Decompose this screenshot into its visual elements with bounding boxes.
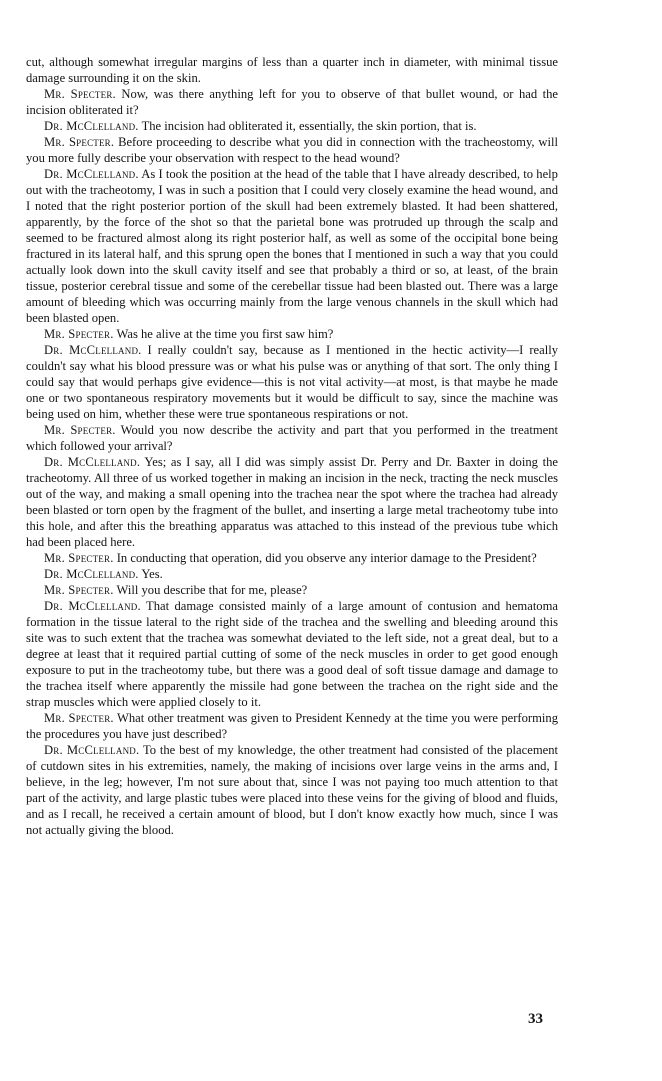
paragraph-text: Now, was there anything left for you to observe of that bullet wound, or had the incision obliterated it? xyxy=(26,87,559,117)
speaker-name: Mr. Specter. xyxy=(44,327,114,341)
testimony-paragraph xyxy=(26,710,558,742)
speaker-name: Mr. Specter. xyxy=(44,135,115,149)
speaker-name: Dr. McClelland. xyxy=(44,119,139,133)
testimony-paragraph xyxy=(26,134,558,166)
testimony-paragraph xyxy=(26,454,558,550)
speaker-name: Dr. McClelland. xyxy=(44,743,140,757)
speaker-name: Dr. McClelland. xyxy=(44,343,142,357)
paragraph-text: cut, although somewhat irregular margins of less than a quarter inch in diameter, with minimal tissue damage surrounding it on the skin. xyxy=(26,55,558,85)
paragraph-text: Will you describe that for me, please? xyxy=(116,583,308,597)
testimony-paragraph xyxy=(26,742,558,838)
paragraph-text: The incision had obliterated it, essentially, the skin portion, that is. xyxy=(141,119,477,133)
testimony-text xyxy=(26,54,558,838)
testimony-paragraph xyxy=(26,422,558,454)
paragraph-text: Was he alive at the time you first saw him? xyxy=(116,327,334,341)
speaker-name: Dr. McClelland. xyxy=(44,167,139,181)
speaker-name: Mr. Specter. xyxy=(44,551,114,565)
paragraph-text: In conducting that operation, did you observe any interior damage to the President? xyxy=(116,551,537,565)
paragraph-text: What other treatment was given to President Kennedy at the time you were performing the procedures you have just described? xyxy=(26,711,559,741)
testimony-paragraph xyxy=(26,550,558,566)
speaker-name: Dr. McClelland. xyxy=(44,567,139,581)
speaker-name: Mr. Specter. xyxy=(44,87,116,101)
paragraph-text: I really couldn't say, because as I mentioned in the hectic activity—I really couldn't say what his blood pressure was or what his pulse was or anything of that sort. The only thing I could say that would perhaps give evidence—this is not vital activity—at most, is that maybe he made one or two spontaneous respiratory movements but it would be difficult to say, since the machine was being used on him, whether these were true spontaneous respirations or not. xyxy=(26,343,558,421)
speaker-name: Dr. McClelland. xyxy=(44,599,141,613)
testimony-paragraph xyxy=(26,582,558,598)
testimony-paragraph xyxy=(26,326,558,342)
paragraph-text: Yes; as I say, all I did was simply assist Dr. Perry and Dr. Baxter in doing the tracheotomy. All three of us worked together in making an incision in the neck, tracting the neck muscles out of the way, and making a small opening into the trachea near the spot where the trachea had already been blasted or torn open by the fragment of the bullet, and inserting a large metal tracheotomy tube into this hole, and after this the breathing apparatus was attached to this instead of the previous tube which had been placed here. xyxy=(26,455,558,549)
speaker-name: Mr. Specter. xyxy=(44,583,114,597)
speaker-name: Dr. McClelland. xyxy=(44,455,141,469)
testimony-paragraph xyxy=(26,118,558,134)
testimony-paragraph xyxy=(26,86,558,118)
paragraph-text: Before proceeding to describe what you did in connection with the tracheostomy, will you more fully describe your observation with respect to the head wound? xyxy=(26,135,558,165)
testimony-paragraph xyxy=(26,54,558,86)
paragraph-text: Yes. xyxy=(141,567,163,581)
testimony-paragraph xyxy=(26,342,558,422)
testimony-paragraph xyxy=(26,166,558,326)
page-number: 33 xyxy=(528,1011,543,1027)
speaker-name: Mr. Specter. xyxy=(44,423,116,437)
paragraph-text: Would you now describe the activity and part that you performed in the treatment which followed your arrival? xyxy=(26,423,559,453)
speaker-name: Mr. Specter. xyxy=(44,711,114,725)
paragraph-text: As I took the position at the head of the table that I have already described, to help out with the tracheotomy, I was in such a position that I could very closely examine the head wound, and I noted that the right posterior portion of the skull had been extremely blasted. It had been shattered, apparently, by the force of the shot so that the parietal bone was protruded up through the scalp and seemed to be fractured almost along its right posterior half, as well as some of the occipital bone being fractured in its lateral half, and this sprung open the bones that I mentioned in such a way that you could actually look down into the skull cavity itself and see that probably a third or so, at least, of the brain tissue, posterior cerebral tissue and some of the cerebellar tissue had been blasted out. There was a large amount of bleeding which was occurring mainly from the large venous channels in the skull which had been blasted open. xyxy=(26,167,558,325)
testimony-paragraph xyxy=(26,598,558,710)
testimony-paragraph xyxy=(26,566,558,582)
paragraph-text: To the best of my knowledge, the other treatment had consisted of the placement of cutdown sites in his extremities, namely, the making of incisions over large veins in the arms and, I believe, in the leg; however, I'm not sure about that, since I was not paying too much attention to that part of the activity, and large plastic tubes were placed into these veins for the giving of blood and fluids, and as I recall, he received a certain amount of blood, but I don't know exactly how much, since I was not actually giving the blood. xyxy=(26,743,558,837)
paragraph-text: That damage consisted mainly of a large amount of contusion and hematoma formation in the tissue lateral to the right side of the trachea and the swelling and bleeding around this site was to such extent that the trachea was somewhat deviated to the left side, not a great deal, but to a degree at least that it required partial cutting of some of the neck muscles in order to get good enough exposure to put in the tracheotomy tube, but there was a good deal of soft tissue damage and damage to the trachea itself where apparently the missile had gone between the trachea on the right side and the strap muscles which were applied closely to it. xyxy=(26,599,558,709)
